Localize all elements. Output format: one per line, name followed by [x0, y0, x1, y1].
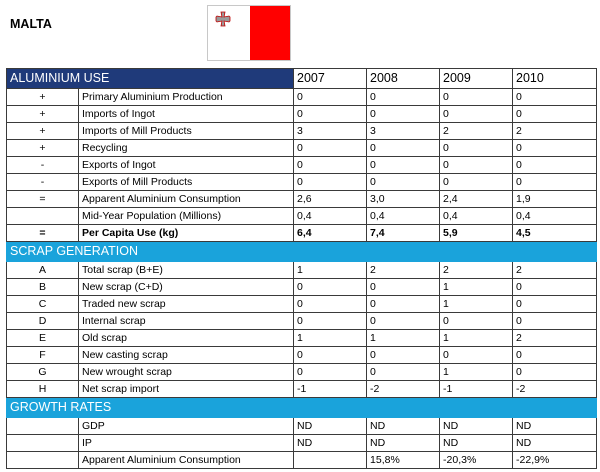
table-row: [7, 89, 597, 106]
year-header: 2010: [513, 69, 597, 89]
row-label: Imports of Mill Products: [79, 123, 294, 140]
row-value: 0: [367, 174, 440, 191]
row-value: 15,8%: [367, 452, 440, 469]
country-title: MALTA: [10, 17, 52, 31]
table-row: [7, 157, 597, 174]
row-value: 2: [513, 330, 597, 347]
row-label: Per Capita Use (kg): [79, 225, 294, 242]
aluminium-header-row: [7, 69, 597, 89]
row-value: 3: [367, 123, 440, 140]
row-value: 6,4: [294, 225, 367, 242]
row-value: -2: [513, 381, 597, 398]
row-value: 0: [294, 174, 367, 191]
table-row: [7, 208, 597, 225]
row-value: -1: [440, 381, 513, 398]
row-symbol: D: [7, 313, 79, 330]
row-value: 0: [294, 364, 367, 381]
row-label: Imports of Ingot: [79, 106, 294, 123]
table-row: [7, 347, 597, 364]
row-value: 0: [294, 296, 367, 313]
row-value: 7,4: [367, 225, 440, 242]
table-row: [7, 262, 597, 279]
row-symbol: [7, 208, 79, 225]
table-row: [7, 225, 597, 242]
row-value: ND: [367, 418, 440, 435]
row-value: 0: [367, 313, 440, 330]
row-label: Mid-Year Population (Millions): [79, 208, 294, 225]
row-value: 5,9: [440, 225, 513, 242]
row-value: 1: [440, 279, 513, 296]
row-symbol: [7, 452, 79, 469]
row-label: Exports of Mill Products: [79, 174, 294, 191]
row-value: 0: [513, 140, 597, 157]
row-value: 0,4: [294, 208, 367, 225]
table-row: [7, 191, 597, 208]
section-title-scrap: SCRAP GENERATION: [7, 242, 597, 262]
row-value: 0: [367, 140, 440, 157]
row-value: 0: [513, 279, 597, 296]
row-value: 0: [440, 347, 513, 364]
row-value: 0: [513, 89, 597, 106]
row-label: Apparent Aluminium Consumption: [79, 191, 294, 208]
row-symbol: [7, 435, 79, 452]
row-symbol: F: [7, 347, 79, 364]
row-value: ND: [294, 418, 367, 435]
table-row: [7, 140, 597, 157]
table-row: [7, 418, 597, 435]
row-value: ND: [294, 435, 367, 452]
row-value: ND: [367, 435, 440, 452]
row-value: 0: [513, 364, 597, 381]
row-symbol: [7, 418, 79, 435]
year-header: 2008: [367, 69, 440, 89]
row-symbol: -: [7, 157, 79, 174]
row-value: 0,4: [513, 208, 597, 225]
row-label: Primary Aluminium Production: [79, 89, 294, 106]
row-value: ND: [440, 435, 513, 452]
malta-flag: [207, 5, 291, 61]
row-value: 2: [513, 262, 597, 279]
row-value: [294, 452, 367, 469]
row-value: 0: [367, 89, 440, 106]
row-label: New casting scrap: [79, 347, 294, 364]
row-value: 1: [440, 364, 513, 381]
section-title-growth: GROWTH RATES: [7, 398, 597, 418]
row-value: 3,0: [367, 191, 440, 208]
row-label: Old scrap: [79, 330, 294, 347]
row-value: 0: [367, 279, 440, 296]
row-symbol: B: [7, 279, 79, 296]
row-value: 2,4: [440, 191, 513, 208]
row-value: 4,5: [513, 225, 597, 242]
row-value: 0,4: [440, 208, 513, 225]
row-value: 0: [294, 140, 367, 157]
row-symbol: +: [7, 89, 79, 106]
row-value: 0: [440, 89, 513, 106]
section-title-aluminium: ALUMINIUM USE: [7, 69, 294, 89]
row-value: ND: [440, 418, 513, 435]
row-symbol: +: [7, 140, 79, 157]
row-symbol: H: [7, 381, 79, 398]
row-value: 0: [294, 347, 367, 364]
row-value: 0: [367, 296, 440, 313]
row-value: 2: [440, 262, 513, 279]
row-value: 0: [513, 157, 597, 174]
row-value: ND: [513, 418, 597, 435]
row-value: 1: [440, 330, 513, 347]
row-value: 0: [367, 157, 440, 174]
row-value: 0: [294, 89, 367, 106]
row-symbol: =: [7, 225, 79, 242]
row-value: 0: [367, 364, 440, 381]
row-label: Recycling: [79, 140, 294, 157]
row-value: 0: [294, 313, 367, 330]
row-value: 1: [440, 296, 513, 313]
row-value: 0: [294, 106, 367, 123]
row-value: 2: [513, 123, 597, 140]
row-symbol: A: [7, 262, 79, 279]
row-label: GDP: [79, 418, 294, 435]
row-symbol: C: [7, 296, 79, 313]
flag-red-half: [250, 6, 290, 60]
row-label: Exports of Ingot: [79, 157, 294, 174]
row-label: Apparent Aluminium Consumption: [79, 452, 294, 469]
table-row: [7, 364, 597, 381]
row-label: IP: [79, 435, 294, 452]
row-symbol: E: [7, 330, 79, 347]
row-symbol: +: [7, 106, 79, 123]
scrap-header-row: [7, 242, 597, 262]
row-value: 3: [294, 123, 367, 140]
row-value: 0: [294, 279, 367, 296]
table-row: [7, 330, 597, 347]
aluminium-table: [6, 68, 597, 469]
row-value: 1: [294, 262, 367, 279]
table-row: [7, 174, 597, 191]
row-value: 0: [513, 174, 597, 191]
year-header: 2009: [440, 69, 513, 89]
table-row: [7, 106, 597, 123]
row-value: 1: [367, 330, 440, 347]
row-value: 0,4: [367, 208, 440, 225]
row-label: Total scrap (B+E): [79, 262, 294, 279]
growth-header-row: [7, 398, 597, 418]
row-value: 2: [367, 262, 440, 279]
row-value: 0: [513, 106, 597, 123]
row-symbol: -: [7, 174, 79, 191]
row-label: Traded new scrap: [79, 296, 294, 313]
flag-white-half: [208, 6, 250, 60]
row-value: -1: [294, 381, 367, 398]
table-row: [7, 296, 597, 313]
table-row: [7, 279, 597, 296]
row-label: New scrap (C+D): [79, 279, 294, 296]
row-value: 0: [440, 140, 513, 157]
row-symbol: +: [7, 123, 79, 140]
row-value: 0: [440, 106, 513, 123]
table-row: [7, 452, 597, 469]
row-value: 0: [513, 347, 597, 364]
row-value: 0: [513, 296, 597, 313]
row-value: 1,9: [513, 191, 597, 208]
row-label: New wrought scrap: [79, 364, 294, 381]
table-row: [7, 381, 597, 398]
row-value: 2,6: [294, 191, 367, 208]
row-value: 2: [440, 123, 513, 140]
row-symbol: =: [7, 191, 79, 208]
year-header: 2007: [294, 69, 367, 89]
row-value: -2: [367, 381, 440, 398]
row-value: -20,3%: [440, 452, 513, 469]
row-value: -22,9%: [513, 452, 597, 469]
row-value: 0: [440, 157, 513, 174]
table-row: [7, 313, 597, 330]
row-value: 0: [440, 313, 513, 330]
row-symbol: G: [7, 364, 79, 381]
row-value: 1: [294, 330, 367, 347]
row-value: 0: [440, 174, 513, 191]
george-cross-icon: [215, 11, 231, 27]
row-value: ND: [513, 435, 597, 452]
table-row: [7, 123, 597, 140]
row-value: 0: [367, 106, 440, 123]
row-value: 0: [294, 157, 367, 174]
table-row: [7, 435, 597, 452]
row-value: 0: [367, 347, 440, 364]
row-label: Net scrap import: [79, 381, 294, 398]
row-label: Internal scrap: [79, 313, 294, 330]
row-value: 0: [513, 313, 597, 330]
